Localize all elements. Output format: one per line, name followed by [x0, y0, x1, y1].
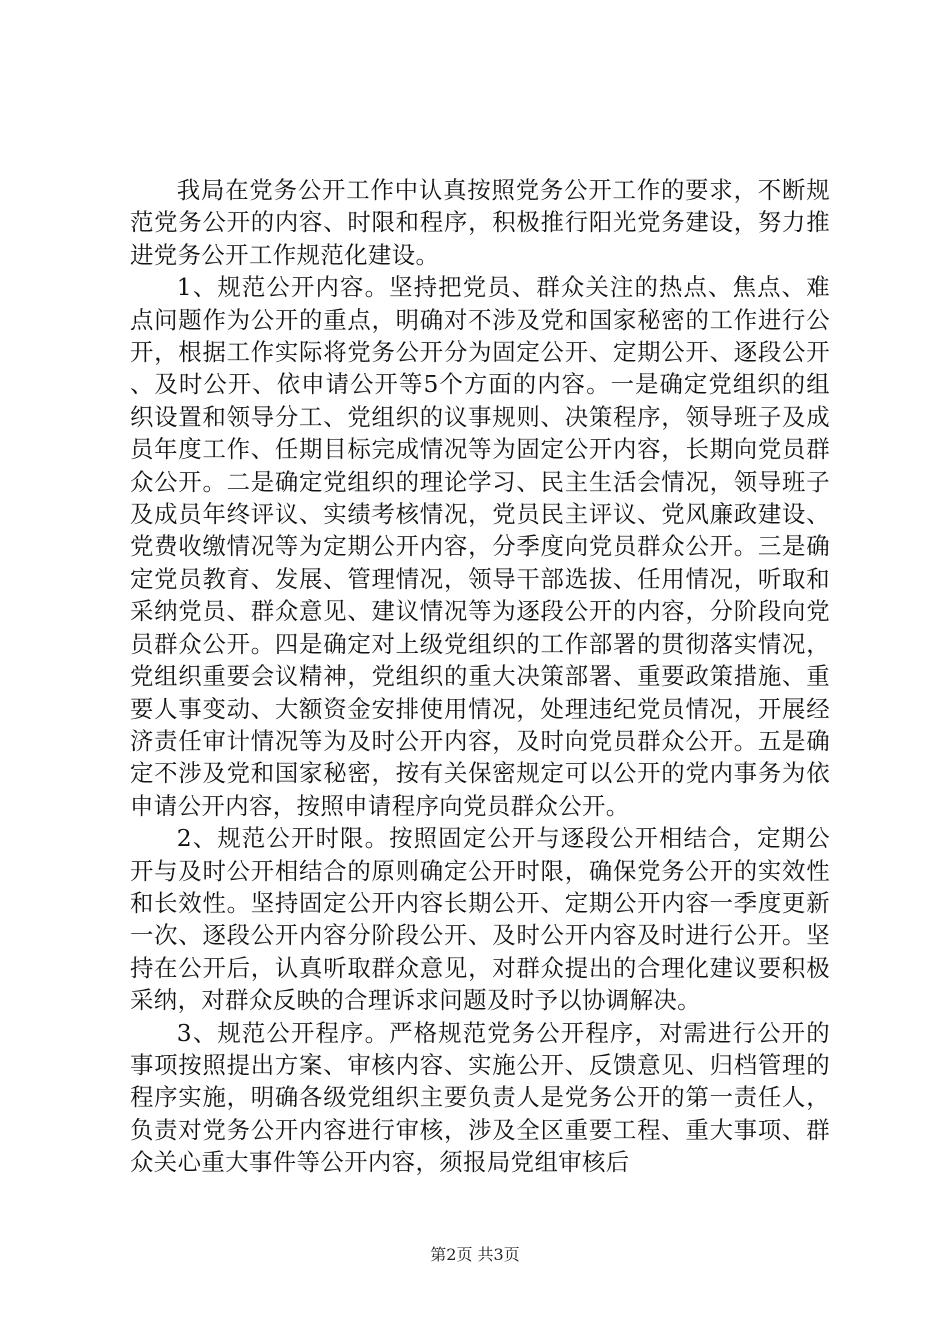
paragraph-procedure: 3、规范公开程序。严格规范党务公开程序，对需进行公开的事项按照提出方案、审核内容、实施公开、反馈意见、归档管理的程序实施，明确各级党组织主要负责人是党务公开的第一责任人，负责对党务公开内容进行审核，涉及全区重要工程、重大事项、群众关心重大事件等公开内容，须报局党组审核后 [130, 1018, 830, 1177]
document-body [130, 174, 830, 1179]
paragraph-time-limit: 2、规范公开时限。按照固定公开与逐段公开相结合，定期公开与及时公开相结合的原则确定公开时限，确保党务公开的实效性和长效性。坚持固定公开内容长期公开、定期公开内容一季度更新一次、逐段公开内容分阶段公开、及时公开内容及时进行公开。坚持在公开后，认真听取群众意见，对群众提出的合理化建议要积极采纳，对群众反映的合理诉求问题及时予以协调解决。 [130, 824, 830, 1015]
page-number-footer: 第2页 共3页 [430, 1245, 520, 1264]
paragraph-intro: 我局在党务公开工作中认真按照党务公开工作的要求，不断规范党务公开的内容、时限和程序，积极推行阳光党务建设，努力推进党务公开工作规范化建设。 [130, 176, 830, 269]
paragraph-content-scope: 1、规范公开内容。坚持把党员、群众关注的热点、焦点、难点问题作为公开的重点，明确对不涉及党和国家秘密的工作进行公开，根据工作实际将党务公开分为固定公开、定期公开、逐段公开、及时公开、依申请公开等5个方面的内容。一是确定党组织的组织设置和领导分工、党组织的议事规则、决策程序，领导班子及成员年度工作、任期目标完成情况等为固定公开内容，长期向党员群众公开。二是确定党组织的理论学习、民主生活会情况，领导班子及成员年终评议、实绩考核情况，党员民主评议、党风廉政建设、党费收缴情况等为定期公开内容，分季度向党员群众公开。三是确定党员教育、发展、管理情况，领导干部选拔、任用情况，听取和采纳党员、群众意见、建议情况等为逐段公开的内容，分阶段向党员群众公开。四是确定对上级党组织的工作部署的贯彻落实情况，党组织重要会议精神，党组织的重大决策部署、重要政策措施、重要人事变动、大额资金安排使用情况，处理违纪党员情况，开展经济责任审计情况等为及时公开内容，及时向党员群众公开。五是确定不涉及党和国家秘密，按有关保密规定可以公开的党内事务为依申请公开内容，按照申请程序向党员群众公开。 [130, 273, 830, 820]
